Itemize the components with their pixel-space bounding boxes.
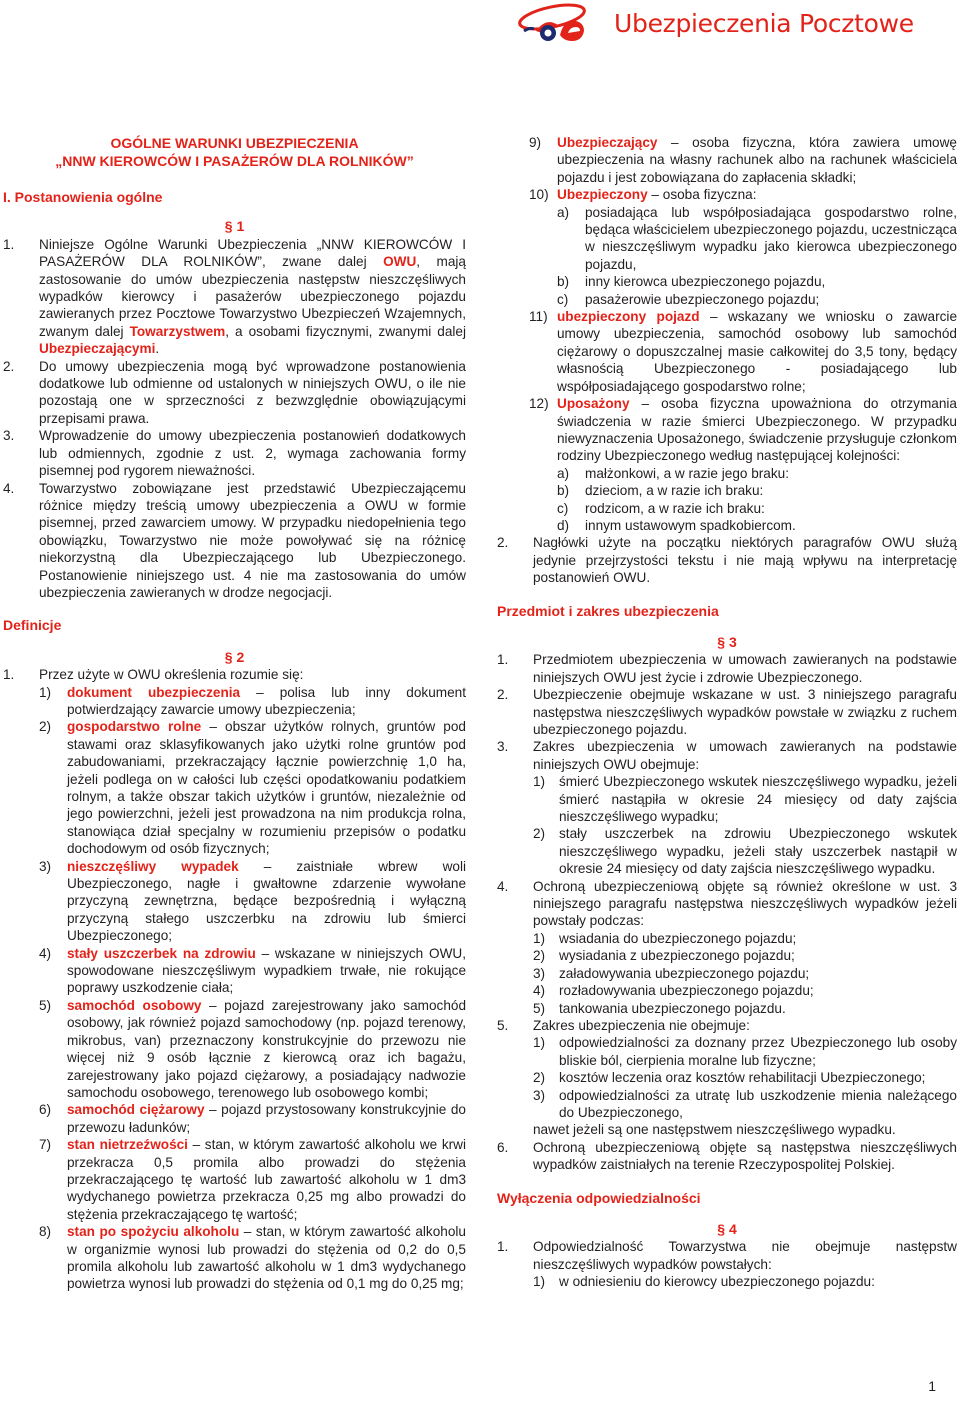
definitions-heading: Definicje <box>3 617 62 634</box>
list-item: 1. Przedmiotem ubezpieczenia w umowach zawieranych na podstawie niniejszych OWU jest życie i zdrowie Ubezpieczonego. <box>497 652 957 685</box>
brand-logo <box>516 2 914 46</box>
section-heading: I. Postanowienia ogólne <box>3 189 163 205</box>
list-item: 12) Uposażony – osoba fizyczna upoważniona do otrzymania świadczenia w razie śmierci Ubezpieczonego. W przypadku niewyznaczenia Uposażonego, świadczenie przysługuje członkom rodziny Ubezpieczonego według następującej kolejności: <box>529 396 957 464</box>
scope-heading: Przedmiot i zakres ubezpieczenia <box>497 602 719 619</box>
definition-item: 5) samochód osobowy – pojazd zarejestrowany jako samochód osobowy, jak również pojazd samochodowy (np. pojazd terenowy, mikrobus, van) przeznaczony konstrukcyjnie do przewozu nie więcej niż 9 osób łącznie z kierowcą oraz ich bagażu, zarejestrowany jako pojazd ciężarowy, a posiadający nadwozie samochodu osobowego, terenowego lub osobowego kombi; <box>39 997 467 1100</box>
list-item: b) dzieciom, a w razie ich braku: <box>557 483 764 499</box>
logo-icon <box>516 3 608 45</box>
list-item: 6. Ochroną ubezpieczeniową objęte są następstwa nieszczęśliwych wypadków zaistniałych na terenie Rzeczypospolitej Polskiej. <box>497 1139 957 1173</box>
exclusions-heading: Wyłączenia odpowiedzialności <box>497 1189 701 1206</box>
paragraph-3-mark: § 3 <box>717 633 737 650</box>
list-item: 10) Ubezpieczony – osoba fizyczna: <box>529 187 757 203</box>
list-item: b) inny kierowca ubezpieczonego pojazdu, <box>557 274 826 290</box>
list-item: 1. Odpowiedzialność Towarzystwa nie obejmuje następstw nieszczęśliwych wypadków powstałych: <box>497 1239 957 1272</box>
paragraph-4-mark: § 4 <box>717 1220 737 1237</box>
list-item: c) pasażerowie ubezpieczonego pojazdu; <box>557 291 820 307</box>
page-number: 1 <box>928 1377 936 1394</box>
definition-item: 3) nieszczęśliwy wypadek – zaistniałe wbrew woli Ubezpieczonego, nagłe i gwałtowne zdarzenie wywołane przyczyną zewnętrzna, będące bezpośrednią i wyłączną przyczyną stałego uszczerbku na zdrowiu lub śmierci Ubezpieczonego; <box>39 858 466 944</box>
list-item: a) małżonkowi, a w razie jego braku: <box>557 465 789 481</box>
list-item: 1) odpowiedzialności za doznany przez Ubezpieczonego lub osoby bliskie ból, cierpienia moralne lub fizyczne; <box>533 1035 957 1068</box>
list-item: 1) w odniesieniu do kierowcy ubezpieczonego pojazdu: <box>533 1274 875 1290</box>
definition-item: 4) stały uszczerbek na zdrowiu – wskazane w niniejszych OWU, spowodowane nieszczęśliwym wypadkiem trwałe, nie rokujące poprawy uszkodzenie ciała; <box>39 945 466 996</box>
left-column <box>3 134 466 1293</box>
list-item: d) innym ustawowym spadkobiercom. <box>557 517 796 533</box>
list-item: c) rodzicom, a w razie ich braku: <box>557 500 765 516</box>
brand-name: Ubezpieczenia Pocztowe <box>614 9 914 39</box>
definition-item: 2) gospodarstwo rolne – obszar użytków rolnych, gruntów pod stawami oraz sklasyfikowanych jako użytki rolne gruntów pod zabudowaniami, przekraczający łącznie powierzchnię 1,0 ha, jeżeli podlega on w całości lub części opodatkowaniu podatkiem rolnym, a także obszar takich użytków i gruntów, niezależnie od jego powierzchni, jeżeli jest prowadzona na nim produkcja rolna, stanowiąca dział specjalny w rozumieniu przepisów o podatku dochodowym od osób fizycznych; <box>39 719 466 857</box>
list-item: 1. Niniejsze Ogólne Warunki Ubezpieczenia „NNW KIEROWCÓW I PASAŻERÓW DLA ROLNIKÓW”, zwane dalej OWU, mają zastosowanie do umów ubezpieczenia następstw nieszczęśliwych wypadków kierowcy i pasażerów ubezpieczonego pojazdu zawieranych przez Pocztowe Towarzystwo Ubezpieczeń Wzajemnych, zwanym dalej Towarzystwem, a osobami fizycznymi, zwanymi dalej Ubezpieczającymi. <box>3 236 466 357</box>
right-column <box>497 134 957 1291</box>
list-item: 4) rozładowywania ubezpieczonego pojazdu; <box>533 983 814 999</box>
list-item: 2) kosztów leczenia oraz kosztów rehabilitacji Ubezpieczonego; <box>533 1070 926 1086</box>
definition-item: 7) stan nietrzeźwości – stan, w którym zawartość alkoholu we krwi przekracza 0,5 promila albo prowadzi do stężenia przekraczającego tę wartość lub zawartość alkoholu w 1 dm3 wydychanego powietrza przekracza 0,25 mg albo prowadzi do stężenia przekraczającego tę wartość; <box>39 1137 466 1222</box>
list-item: 5. Zakres ubezpieczenia nie obejmuje: <box>497 1017 750 1033</box>
definitions-list <box>3 684 466 1293</box>
list-item: 3. Zakres ubezpieczenia w umowach zawieranych na podstawie niniejszych OWU obejmuje: <box>497 739 957 772</box>
list-item: 1) wsiadania do ubezpieczonego pojazdu; <box>533 930 797 946</box>
list-item: 9) Ubezpieczający – osoba fizyczna, która zawiera umowę ubezpieczenia na własny rachunek albo na rachunek właściciela pojazdu i jest zobowiązana do zapłacenia składki; <box>529 135 957 185</box>
definition-item: 8) stan po spożyciu alkoholu – stan, w którym zawartość alkoholu w organizmie wynosi lub prowadzi do stężenia od 0,2 do 0,5 promila alkoholu lub zawartość alkoholu w 1 dm3 wydychanego powietrza wynosi lub prowadzi do stężenia od 0,1 mg do 0,25 mg; <box>39 1224 466 1292</box>
definition-item: 1) dokument ubezpieczenia – polisa lub inny dokument potwierdzający zawarcie umowy ubezpieczenia; <box>39 684 466 717</box>
list-item: 1) śmierć Ubezpieczonego wskutek nieszczęśliwego wypadku, jeżeli śmierć nastąpiła w okresie 24 miesięcy od daty zajścia nieszczęśliwego wypadku; <box>533 774 957 825</box>
list-item: 4. Ochroną ubezpieczeniową objęte są również określone w ust. 3 niniejszego paragrafu następstwa nieszczęśliwych wypadków jeżeli powstały podczas: <box>497 878 957 929</box>
paragraph-1-mark: § 1 <box>224 218 245 235</box>
list-item: 2. Do umowy ubezpieczenia mogą być wprowadzone postanowienia dodatkowe lub odmienne od ustalonych w niniejszych OWU, o ile nie pozostają one w sprzeczności z bezwzględnie obowiązującymi przepisami prawa. <box>3 358 466 426</box>
during-list <box>497 930 957 1017</box>
list-item: 2. Nagłówki użyte na początku niektórych paragrafów OWU służą jedynie przejrzystości tekstu i nie mają wpływu na interpretację postanowień OWU. <box>497 535 957 586</box>
list-item: 1. Przez użyte w OWU określenia rozumie się: <box>3 667 304 683</box>
list-item: 11) ubezpieczony pojazd – wskazany we wniosku o zawarcie umowy ubezpieczenia, samochód osobowy lub samochód ciężarowy o dopuszczalnej masie całkowitej do 3,5 tony, będący własnością Ubezpieczonego - posiadającego lub współposiadającego gospodarstwo rolne; <box>529 309 958 394</box>
list-tail: nawet jeżeli są one następstwem nieszczęśliwego wypadku. <box>533 1122 896 1138</box>
doc-title-2: „NNW KIEROWCÓW I PASAŻERÓW DLA ROLNIKÓW” <box>55 153 414 169</box>
list-item: 5) tankowania ubezpieczonego pojazdu. <box>533 1000 786 1016</box>
list-item: 2) wysiadania z ubezpieczonego pojazdu; <box>533 948 795 964</box>
list-item: 2) stały uszczerbek na zdrowiu Ubezpieczonego wskutek nieszczęśliwego wypadku, jeżeli stały uszczerbek nastąpił w okresie 24 miesięcy od daty zajścia nieszczęśliwego wypadku. <box>533 826 957 877</box>
list-item: 3. Wprowadzenie do umowy ubezpieczenia postanowień dodatkowych lub odmiennych, zgodnie z ust. 2, wymaga zachowania formy pisemnej pod rygorem nieważności. <box>3 428 466 479</box>
list-item: 3) odpowiedzialności za utratę lub uszkodzenie mienia należącego do Ubezpieczonego, <box>533 1087 957 1120</box>
list-item: 3) załadowywania ubezpieczonego pojazdu; <box>533 965 810 981</box>
list-item: 4. Towarzystwo zobowiązane jest przedstawić Ubezpieczającemu różnice między treścią umowy ubezpieczenia a OWU w formie pisemnej, przed zawarciem umowy. W przypadku niedopełnienia tego obowiązku, Towarzystwo nie może powoływać się na różnicę niekorzystną dla Ubezpieczającego lub Ubezpieczonego. Postanowienie niniejszego ust. 4 nie ma zastosowania do umów ubezpieczenia zawieranych w drodze negocjacji. <box>3 480 466 600</box>
list-item: 2. Ubezpieczenie obejmuje wskazane w ust. 3 niniejszego paragrafu następstwa nieszczęśliwych wypadków powstałe w związku z ruchem ubezpieczonego pojazdu. <box>497 687 957 737</box>
list-item: a) posiadająca lub współposiadająca gospodarstwo rolne, będąca właścicielem ubezpieczonego pojazdu, uczestnicząca w nieszczęśliwym wypadku jako kierowca ubezpieczonego pojazdu, <box>557 204 957 272</box>
paragraph-2-mark: § 2 <box>224 648 245 665</box>
definition-item: 6) samochód ciężarowy – pojazd przystosowany konstrukcyjnie do przewozu ładunków; <box>39 1102 466 1135</box>
doc-title-1: OGÓLNE WARUNKI UBEZPIECZENIA <box>110 135 359 151</box>
